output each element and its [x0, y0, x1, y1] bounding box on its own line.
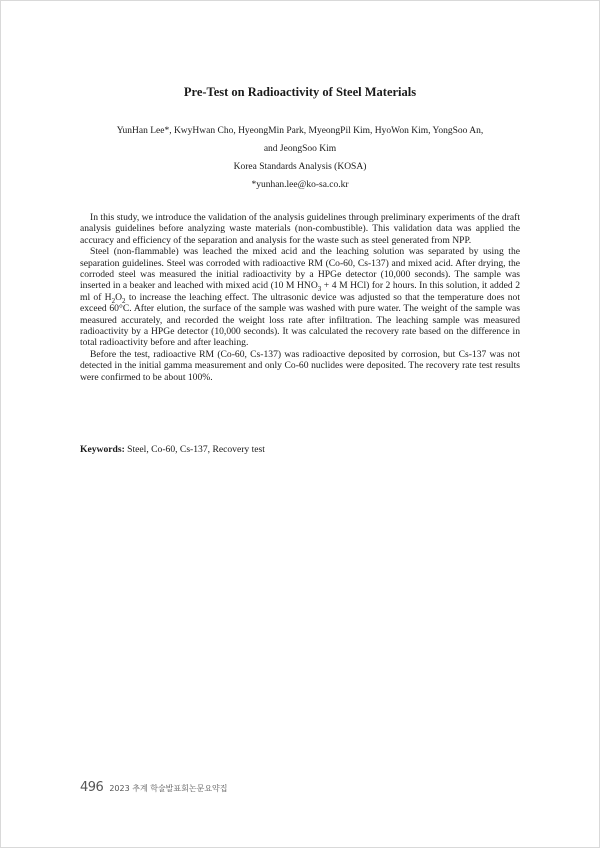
page-footer: [80, 780, 228, 795]
affiliation: Korea Standards Analysis (KOSA): [233, 162, 367, 172]
authors-line-1: YunHan Lee*, KwyHwan Cho, HyeongMin Park, MyeongPil Kim, HyoWon Kim, YongSoo An,: [116, 126, 484, 136]
footer-text: 2023 추계 학술발표회논문요약집: [109, 784, 228, 793]
authors-line-2: and JeongSoo Kim: [263, 144, 337, 154]
author-block: [0, 122, 600, 194]
paper-title: Pre-Test on Radioactivity of Steel Materials: [183, 85, 417, 99]
keywords-label: Keywords:: [80, 444, 125, 455]
paragraph-3: Before the test, radioactive RM (Co-60, Cs-137) was radioactive deposited by corrosion, but Cs-137 was not detected in the initial gamma measurement and only Co-60 nuclides were deposited. The recovery rate test results were confirmed to be about 100%.: [80, 348, 520, 383]
paragraph-2: Steel (non-flammable) was leached the mixed acid and the leaching solution was separated by using the separation guidelines. Steel was corroded with radioactive RM (Co-60, Cs-137) and mixed acid. After drying, the corroded steel was measured the initial radioactivity by a HPGe detector (10,000 seconds). The sample was inserted in a beaker and leached with mixed acid (10 M $HNO_3 + 4$ M HCl) for 2 hours. In this solution, it added 2 ml of $H_2O_2$ to increase the leaching effect. The ultrasonic device was adjusted so that the temperature does not exceed 60°C. After elution, the surface of the sample was washed with pure water. The weight of the sample was measured accurately, and recorded the weight loss rate after infiltration. The leaching sample was measured radioactivity by a HPGe detector (10,000 seconds). It was calculated the recovery rate based on the difference in total radioactivity before and after leaching.: [80, 246, 520, 349]
abstract-body: [80, 212, 520, 383]
keywords: [80, 444, 265, 455]
keywords-value: Steel, Co-60, Cs-137, Recovery test: [124, 444, 265, 455]
page-number: 496: [80, 780, 104, 795]
paragraph-1: In this study, we introduce the validation of the analysis guidelines through preliminary experiments of the draft analysis guidelines before analyzing waste materials (non-combustible). This validation data was applied the accuracy and efficiency of the separation and analysis for the waste such as steel generated from NPP.: [80, 212, 520, 246]
email: *yunhan.lee@ko-sa.co.kr: [251, 180, 349, 190]
